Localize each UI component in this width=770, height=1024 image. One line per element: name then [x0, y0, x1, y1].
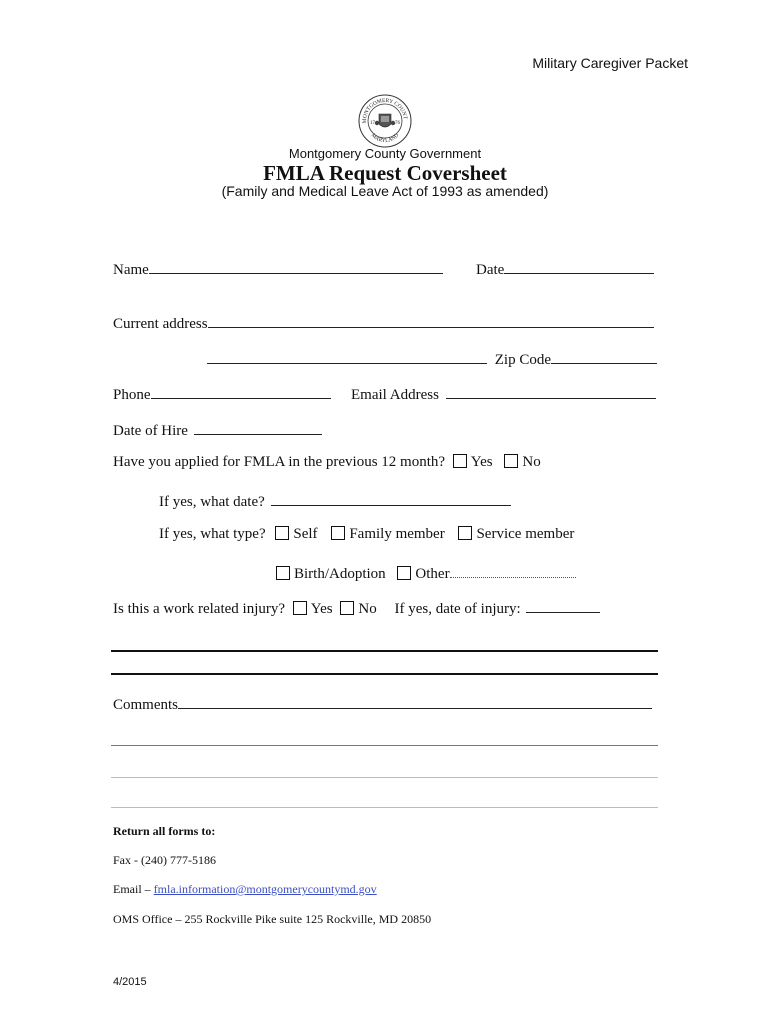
- address-line2-row: [207, 348, 657, 369]
- org-name: Montgomery County Government: [288, 146, 482, 161]
- return-email-prefix: Email –: [113, 882, 154, 896]
- name-label: Name: [113, 262, 149, 278]
- fmla-question-row: [113, 454, 541, 471]
- hire-row: [113, 419, 322, 440]
- packet-label: Military Caregiver Packet: [532, 55, 688, 71]
- email-label: Email Address: [351, 387, 439, 403]
- phone-row: [113, 383, 331, 404]
- return-heading: Return all forms to:: [113, 824, 216, 838]
- comments-row: [113, 693, 652, 714]
- zip-label: Zip Code: [494, 352, 551, 368]
- address-row: [113, 312, 654, 333]
- comments-line-2[interactable]: [111, 745, 658, 746]
- seal-year-left: 17: [370, 121, 375, 126]
- date-row: [476, 258, 654, 279]
- injury-yes-checkbox[interactable]: [293, 601, 307, 615]
- type-self-checkbox[interactable]: [275, 526, 289, 540]
- injury-date-field[interactable]: [526, 597, 600, 613]
- type-other-field[interactable]: [450, 562, 576, 578]
- what-date-field[interactable]: [271, 490, 511, 506]
- phone-field[interactable]: [151, 383, 331, 399]
- county-seal-icon: [357, 93, 413, 149]
- comments-field[interactable]: [178, 693, 652, 709]
- page-subtitle: (Family and Medical Leave Act of 1993 as amended): [221, 183, 549, 199]
- type-birth-label: Birth/Adoption: [294, 566, 386, 582]
- phone-label: Phone: [113, 387, 151, 403]
- date-label: Date: [476, 262, 505, 278]
- type-birth-checkbox[interactable]: [276, 566, 290, 580]
- what-date-label: If yes, what date?: [159, 494, 265, 510]
- page-title: FMLA Request Coversheet: [263, 161, 507, 185]
- injury-yes-label: Yes: [310, 601, 333, 617]
- type-family-label: Family member: [349, 526, 445, 542]
- type-other-label: Other: [415, 566, 450, 582]
- address-label: Current address: [113, 316, 208, 332]
- comments-line-3[interactable]: [111, 777, 658, 778]
- comments-label: Comments: [113, 697, 179, 713]
- hire-label: Date of Hire: [113, 423, 188, 439]
- fmla-yes-label: Yes: [470, 454, 493, 470]
- comments-line-4[interactable]: [111, 807, 658, 808]
- email-row: [351, 383, 656, 404]
- name-field[interactable]: [149, 258, 443, 274]
- type-service-checkbox[interactable]: [458, 526, 472, 540]
- injury-question: Is this a work related injury?: [113, 601, 286, 617]
- injury-row: [113, 597, 600, 618]
- injury-date-label: If yes, date of injury:: [394, 601, 521, 617]
- email-field[interactable]: [446, 383, 656, 399]
- return-email-row: [113, 882, 377, 897]
- hire-field[interactable]: [194, 419, 322, 435]
- fmla-no-label: No: [522, 454, 541, 470]
- injury-no-label: No: [358, 601, 377, 617]
- date-field[interactable]: [504, 258, 654, 274]
- type-service-label: Service member: [476, 526, 575, 542]
- what-type-label: If yes, what type?: [159, 526, 266, 542]
- zip-field[interactable]: [551, 348, 657, 364]
- address-field[interactable]: [208, 312, 654, 328]
- seal-year-right: 76: [395, 121, 400, 126]
- injury-no-checkbox[interactable]: [340, 601, 354, 615]
- address-line2-field[interactable]: [207, 348, 487, 364]
- fmla-no-checkbox[interactable]: [504, 454, 518, 468]
- return-email-link[interactable]: fmla.information@montgomerycountymd.gov: [153, 882, 377, 896]
- revision-date: 4/2015: [113, 976, 147, 988]
- divider-rule-2: [111, 673, 658, 675]
- return-office: OMS Office – 255 Rockville Pike suite 125 Rockville, MD 20850: [113, 912, 432, 926]
- type-family-checkbox[interactable]: [331, 526, 345, 540]
- fmla-yes-checkbox[interactable]: [453, 454, 467, 468]
- what-type-row: [159, 526, 574, 543]
- name-row: [113, 258, 443, 279]
- return-fax: Fax - (240) 777-5186: [113, 853, 216, 867]
- type-self-label: Self: [293, 526, 318, 542]
- type-other-checkbox[interactable]: [397, 566, 411, 580]
- fmla-question: Have you applied for FMLA in the previous 12 month?: [113, 454, 446, 470]
- divider-rule-1: [111, 650, 658, 652]
- svg-text:MARYLAND: [370, 132, 400, 144]
- seal-bottom-text: MARYLAND: [369, 132, 401, 145]
- type-row-2: [270, 562, 576, 583]
- what-date-row: [159, 490, 511, 511]
- seal-top-text: MONTGOMERY COUNT: [361, 97, 408, 124]
